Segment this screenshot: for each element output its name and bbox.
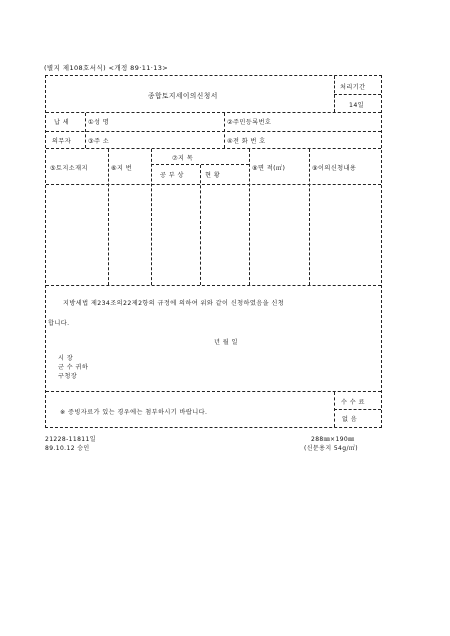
date-fields: 년 월 일: [214, 339, 238, 346]
divider: [46, 112, 381, 113]
divider: [334, 76, 335, 112]
address-label: ③주 소: [88, 138, 110, 145]
paper-type: (신문용지 54g/㎡): [304, 445, 359, 452]
divider: [46, 131, 381, 132]
divider: [334, 409, 381, 410]
form-title: 종합토지세이의신청서: [148, 92, 218, 100]
divider: [200, 165, 201, 285]
attachment-note: ※ 증빙자료가 있는 경우에는 첨부하시기 바랍니다.: [60, 409, 208, 416]
form-frame: [45, 75, 382, 428]
approval-date: 89.10.12 승인: [45, 445, 90, 452]
land-category-header: ⑦지 목: [172, 155, 194, 162]
phone-label: ④전 화 번 호: [227, 138, 266, 145]
divider: [46, 148, 381, 149]
divider: [151, 149, 152, 285]
divider: [85, 113, 86, 148]
official-register-header: 공 부 상: [160, 172, 184, 179]
divider: [334, 392, 335, 427]
fee-label: 수 수 료: [341, 399, 365, 406]
divider: [334, 94, 381, 95]
paper-size: 288㎜×190㎜: [311, 436, 355, 443]
recipient-district-head: 구청장: [58, 373, 78, 380]
divider: [46, 184, 381, 185]
area-header: ⑧면 적(㎡): [252, 165, 286, 172]
divider: [108, 149, 109, 285]
statement-line-2: 합니다.: [48, 320, 70, 327]
taxpayer-label: 납 세: [54, 119, 70, 126]
land-location-header: ⑤토지소재지: [50, 165, 88, 172]
name-label: ①성 명: [88, 119, 110, 126]
objection-content-header: ⑨이의신청내용: [312, 165, 357, 172]
processing-period-label: 처리기간: [340, 84, 366, 91]
processing-period-value: 14일: [349, 102, 365, 109]
fee-value: 없 음: [342, 416, 358, 423]
resident-number-label: ②주민등록번호: [227, 119, 272, 126]
recipient-mayor: 시 장: [58, 355, 74, 362]
current-state-header: 현 황: [205, 172, 221, 179]
divider: [46, 391, 381, 392]
divider: [224, 113, 225, 148]
form-number: (별지 제108호서식) <개정 89·11·13>: [44, 64, 169, 72]
obligor-label: 의무자: [52, 138, 72, 145]
recipient-county-chief: 군 수 귀하: [58, 364, 89, 371]
lot-number-header: ⑥지 번: [111, 165, 133, 172]
form-code: 21228-11811일: [45, 436, 96, 443]
divider: [46, 285, 381, 286]
divider: [309, 149, 310, 285]
divider: [249, 149, 250, 285]
statement-line-1: 지방세법 제234조의22제2항의 규정에 의하여 위와 같이 신청하였음을 신청: [63, 300, 285, 307]
